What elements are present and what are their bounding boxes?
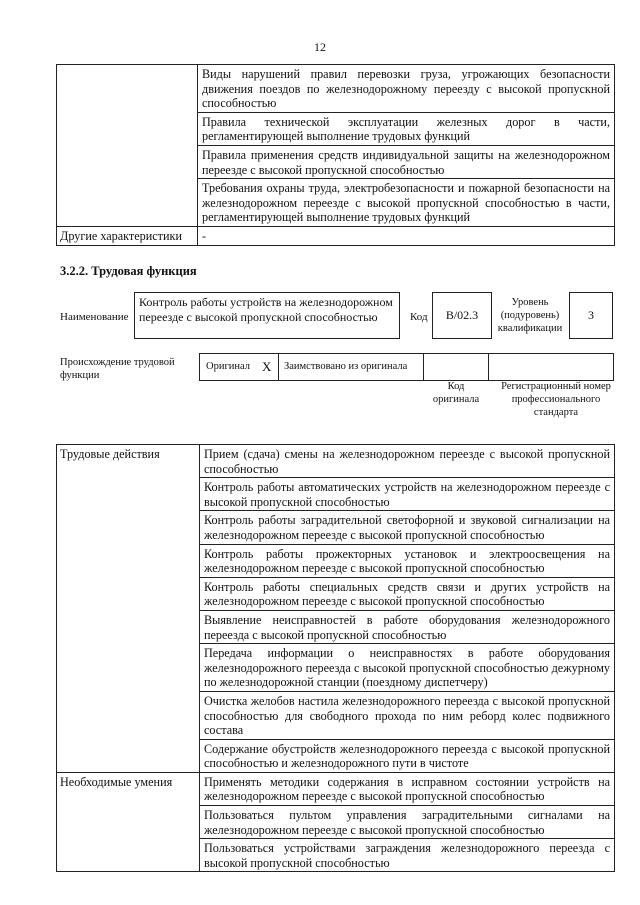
origin-label: Происхождение трудовой функции [60,357,175,381]
skill-item: Пользоваться пультом управления заградительными сигналами на железнодорожном переезде с высокой пропускной способностью [200,806,615,839]
registration-caption: Регистрационный номер профессионального стандарта [501,381,611,418]
other-characteristics-value: - [198,226,615,245]
knowledge-table [56,64,615,246]
skill-item: Применять методики содержания в исправном состоянии устройств на железнодорожном переезде с высокой пропускной способностью [200,772,615,805]
section-title: 3.2.2. Трудовая функция [60,264,197,278]
function-code-box: В/02.3 [432,292,492,339]
table-row [57,445,615,478]
level-value-box: 3 [569,292,613,339]
skill-item: Пользоваться устройствами заграждения железнодорожного переезда с высокой пропускной способностью [200,839,615,872]
empty-label-cell [57,65,198,227]
other-characteristics-label: Другие характеристики [57,226,198,245]
knowledge-item: Правила применения средств индивидуальной защиты на железнодорожном переезде с высокой пропускной способностью [198,145,615,178]
labor-actions-label: Трудовые действия [57,445,200,773]
borrowed-box [278,353,424,381]
original-box [199,353,279,381]
labor-action-item: Контроль работы заградительной светофорной и звуковой сигнализации на железнодорожном переезде с высокой пропускной способностью [200,511,615,544]
knowledge-item: Требования охраны труда, электробезопасности и пожарной безопасности на железнодорожном переезде с высокой пропускной способностью в части, регламентирующей выполнение трудовых функций [198,179,615,227]
labor-action-item: Очистка желобов настила железнодорожного переезда с высокой пропускной способностью для свободного прохода по ним реборд колес подвижного состава [200,691,615,739]
knowledge-item: Виды нарушений правил перевозки груза, угрожающих безопасности движения поездов по железнодорожному переезду с высокой пропускной способностью [198,65,615,113]
level-label: Уровень (подуровень) квалификации [497,297,563,334]
function-details-table [56,444,615,872]
registration-number-box [488,353,614,381]
table-row [57,65,615,113]
labor-action-item: Выявление неисправностей в работе оборудования железнодорожного переезда с высокой пропускной способностью [200,610,615,643]
labor-action-item: Контроль работы специальных средств связи и других устройств на железнодорожном переезде с высокой пропускной способностью [200,577,615,610]
original-label: Оригинал [206,361,250,372]
required-skills-label: Необходимые умения [57,772,200,872]
labor-action-item: Содержание обустройств железнодорожного переезда с высокой пропускной способностью и железнодорожного пути в чистоте [200,739,615,772]
original-mark: Х [262,359,272,374]
table-row [57,772,615,805]
labor-action-item: Контроль работы автоматических устройств на железнодорожном переезде с высокой пропускной способностью [200,478,615,511]
code-label: Код [410,311,428,323]
labor-action-item: Прием (сдача) смены на железнодорожном переезде с высокой пропускной способностью [200,445,615,478]
table-row [57,226,615,245]
original-code-box [423,353,489,381]
function-name-box: Контроль работы устройств на железнодорожном переезде с высокой пропускной способностью [134,292,400,339]
original-code-caption: Код оригинала [432,381,480,405]
labor-action-item: Контроль работы прожекторных установок и электроосвещения на железнодорожном переезде с высокой пропускной способностью [200,544,615,577]
name-label: Наименование [60,311,129,323]
labor-action-item: Передача информации о неисправностях в работе оборудования железнодорожного переезда с высокой пропускной способностью дежурному по железнодорожной станции (поездному диспетчеру) [200,644,615,692]
knowledge-item: Правила технической эксплуатации железных дорог в части, регламентирующей выполнение трудовых функций [198,112,615,145]
page-number: 12 [314,40,326,54]
borrowed-label: Заимствовано из оригинала [284,361,408,372]
